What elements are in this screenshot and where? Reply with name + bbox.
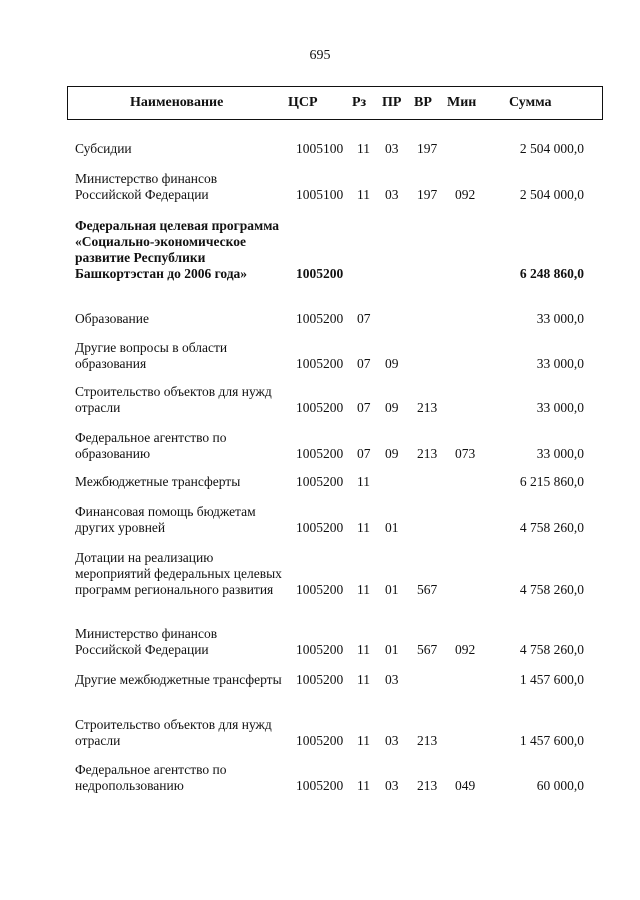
row-csr: 1005200 <box>296 446 344 461</box>
row-rz: 11 <box>357 141 370 156</box>
row-pr: 03 <box>385 672 399 687</box>
row-name: Строительство объектов для нужд отрасли <box>75 384 272 415</box>
header-sum: Сумма <box>509 95 552 110</box>
row-csr: 1005100 <box>296 187 344 202</box>
row-csr: 1005200 <box>296 311 344 326</box>
row-name: Федеральное агентство по недропользованию <box>75 762 227 793</box>
row-sum: 6 215 860,0 <box>519 474 584 489</box>
row-rz: 11 <box>357 642 370 657</box>
row-sum: 33 000,0 <box>536 400 584 415</box>
row-sum: 6 248 860,0 <box>519 266 584 281</box>
row-pr: 09 <box>385 400 399 415</box>
row-name: Федеральная целевая программа «Социально-экономическое развитие Республики Башкортэстан до 2006 года» <box>75 218 280 281</box>
row-sum: 33 000,0 <box>536 356 584 371</box>
row-name: Другие межбюджетные трансферты <box>75 672 282 687</box>
row-sum: 4 758 260,0 <box>519 520 584 535</box>
row-sum: 2 504 000,0 <box>519 187 584 202</box>
row-sum: 33 000,0 <box>536 311 584 326</box>
row-csr: 1005100 <box>296 141 344 156</box>
row-rz: 11 <box>357 582 370 597</box>
header-csr: ЦСР <box>288 95 318 110</box>
row-vr: 197 <box>417 141 438 156</box>
row-pr: 03 <box>385 733 399 748</box>
row-sum: 2 504 000,0 <box>519 141 584 156</box>
row-vr: 567 <box>417 642 438 657</box>
row-rz: 07 <box>357 446 371 461</box>
row-csr: 1005200 <box>296 672 344 687</box>
header-min: Мин <box>447 95 477 110</box>
row-pr: 09 <box>385 356 399 371</box>
row-min: 092 <box>455 642 476 657</box>
row-sum: 1 457 600,0 <box>519 733 584 748</box>
row-csr: 1005200 <box>296 266 344 281</box>
row-min: 073 <box>455 446 476 461</box>
row-min: 092 <box>455 187 476 202</box>
row-rz: 11 <box>357 187 370 202</box>
row-name: Федеральное агентство по образованию <box>75 430 227 461</box>
row-pr: 01 <box>385 582 399 597</box>
row-name: Другие вопросы в области образования <box>75 340 228 371</box>
row-pr: 03 <box>385 141 399 156</box>
row-name: Образование <box>75 311 149 326</box>
row-name: Министерство финансов Российской Федерации <box>75 626 218 657</box>
row-vr: 213 <box>417 400 438 415</box>
row-sum: 33 000,0 <box>536 446 584 461</box>
row-sum: 4 758 260,0 <box>519 582 584 597</box>
row-min: 049 <box>455 778 476 793</box>
row-rz: 11 <box>357 778 370 793</box>
row-rz: 07 <box>357 311 371 326</box>
header-vr: ВР <box>414 95 432 110</box>
row-name: Министерство финансов Российской Федерации <box>75 171 218 202</box>
row-vr: 213 <box>417 446 438 461</box>
row-name: Дотации на реализацию мероприятий федеральных целевых программ регионального развития <box>75 550 282 597</box>
header-name: Наименование <box>130 95 224 110</box>
row-csr: 1005200 <box>296 474 344 489</box>
row-sum: 60 000,0 <box>536 778 584 793</box>
row-pr: 03 <box>385 187 399 202</box>
row-pr: 09 <box>385 446 399 461</box>
row-name: Субсидии <box>75 141 132 156</box>
row-sum: 1 457 600,0 <box>519 672 584 687</box>
row-csr: 1005200 <box>296 733 344 748</box>
row-csr: 1005200 <box>296 582 344 597</box>
row-rz: 11 <box>357 474 370 489</box>
row-pr: 03 <box>385 778 399 793</box>
row-vr: 213 <box>417 733 438 748</box>
row-rz: 07 <box>357 400 371 415</box>
row-rz: 11 <box>357 733 370 748</box>
row-csr: 1005200 <box>296 356 344 371</box>
row-rz: 11 <box>357 672 370 687</box>
row-vr: 213 <box>417 778 438 793</box>
row-rz: 11 <box>357 520 370 535</box>
header-pr: ПР <box>382 95 402 110</box>
page-number: 695 <box>309 48 331 63</box>
row-rz: 07 <box>357 356 371 371</box>
row-pr: 01 <box>385 642 399 657</box>
row-csr: 1005200 <box>296 642 344 657</box>
header-rz: Рз <box>352 95 367 110</box>
row-vr: 197 <box>417 187 438 202</box>
row-csr: 1005200 <box>296 400 344 415</box>
row-name: Межбюджетные трансферты <box>75 474 241 489</box>
row-csr: 1005200 <box>296 778 344 793</box>
row-name: Финансовая помощь бюджетам других уровней <box>75 504 256 535</box>
table-header <box>67 86 603 120</box>
row-vr: 567 <box>417 582 438 597</box>
row-csr: 1005200 <box>296 520 344 535</box>
row-name: Строительство объектов для нужд отрасли <box>75 717 272 748</box>
row-pr: 01 <box>385 520 399 535</box>
row-sum: 4 758 260,0 <box>519 642 584 657</box>
